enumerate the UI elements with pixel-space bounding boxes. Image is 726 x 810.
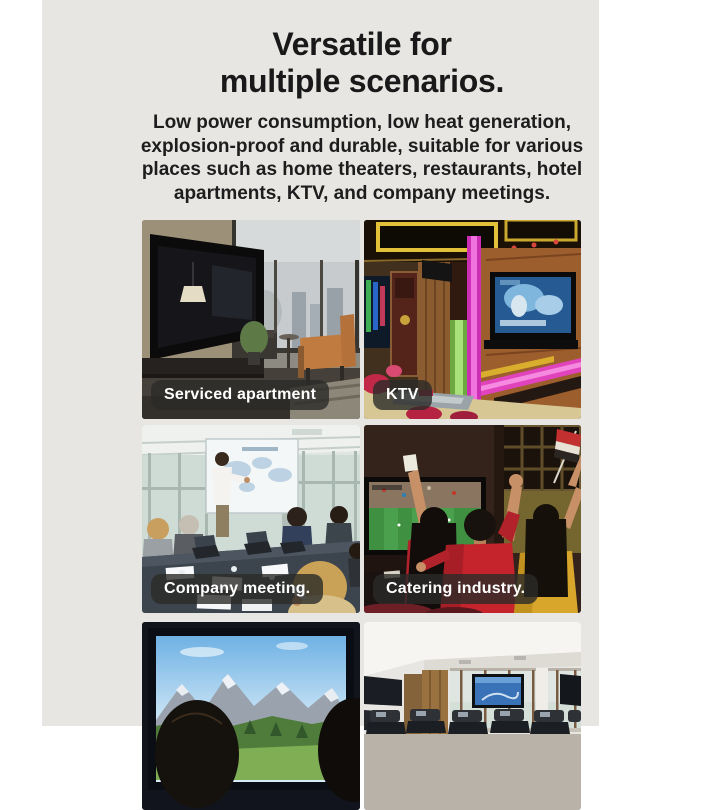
title-line-2: multiple scenarios. bbox=[219, 63, 505, 99]
description-line: explosion-proof and durable, suitable for various bbox=[140, 135, 584, 157]
section-description bbox=[132, 111, 592, 205]
photo-caption: Company meeting. bbox=[151, 574, 323, 604]
photo-home-theater bbox=[142, 622, 360, 810]
photo-caption: KTV bbox=[373, 380, 432, 410]
description-line: apartments, KTV, and company meetings. bbox=[173, 182, 551, 204]
scenario-card-home-theater bbox=[142, 622, 360, 810]
photo-caption: Serviced apartment bbox=[151, 380, 329, 410]
title-line-1: Versatile for bbox=[272, 26, 452, 62]
photo-gym bbox=[364, 622, 581, 810]
scenario-card-company-meeting bbox=[142, 425, 360, 613]
description-line: Low power consumption, low heat generation, bbox=[152, 112, 572, 133]
scenario-card-serviced-apartment bbox=[142, 220, 360, 419]
page-title bbox=[132, 26, 592, 100]
scenario-card-catering-industry bbox=[364, 425, 581, 613]
section-header bbox=[132, 0, 592, 205]
scenario-card-gym bbox=[364, 622, 581, 810]
photo-caption: Catering industry. bbox=[373, 574, 538, 604]
scenario-card-ktv bbox=[364, 220, 581, 419]
description-line: places such as home theaters, restaurants, hotel bbox=[141, 159, 583, 180]
